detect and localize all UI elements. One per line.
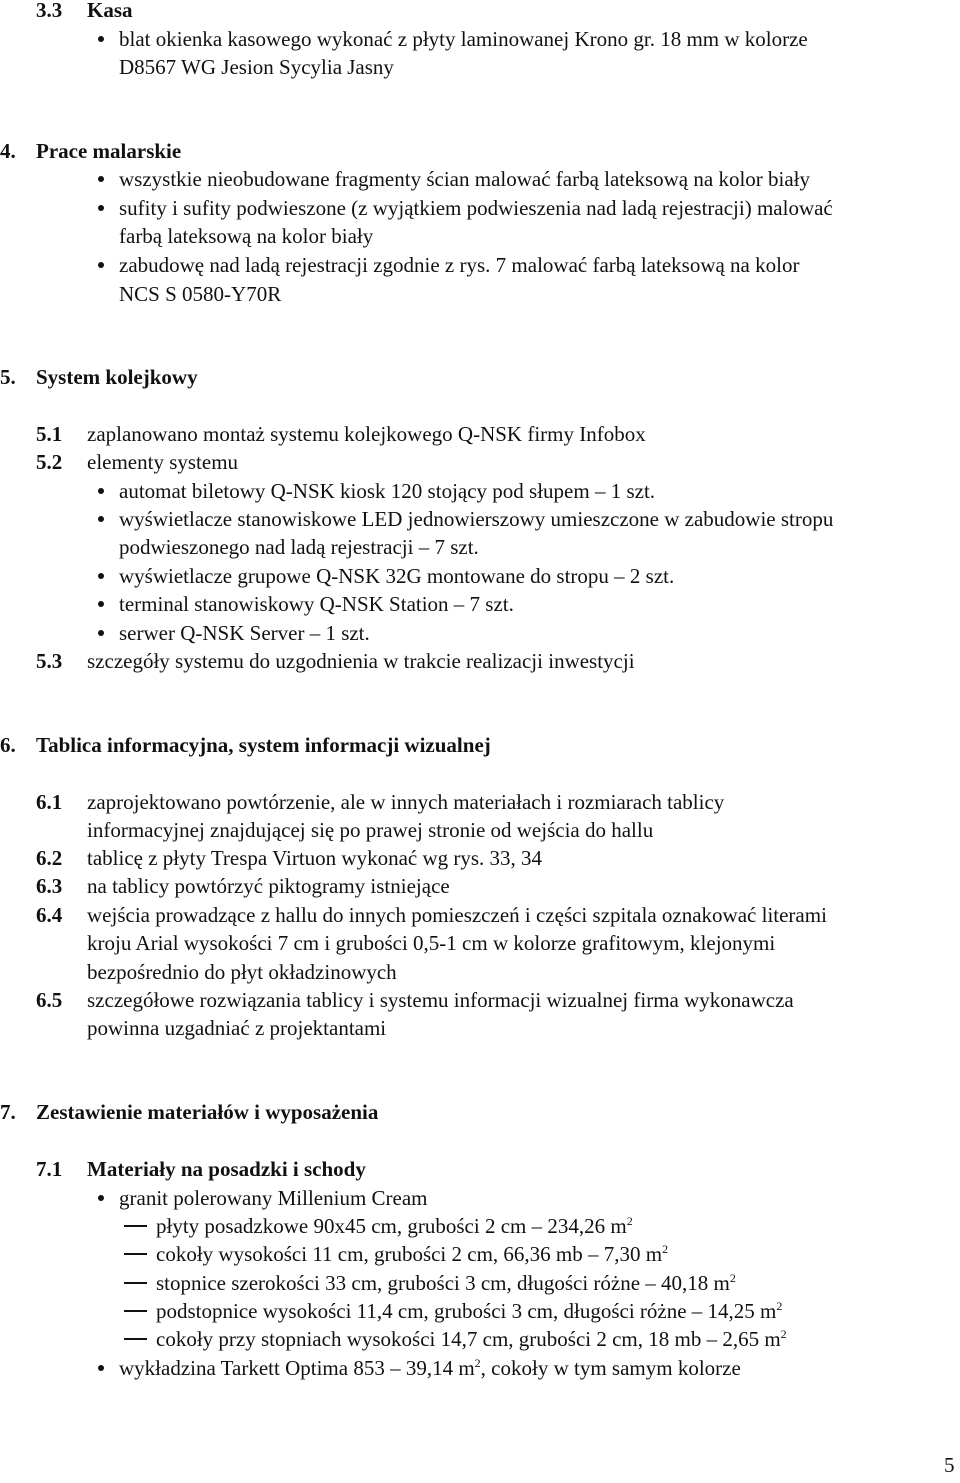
bullet-icon — [98, 1365, 104, 1371]
item-text: szczegółowe rozwiązania tablicy i systemu informacji wizualnej firma wykonawcza — [87, 988, 794, 1012]
bullet-icon — [98, 573, 104, 579]
dash-icon — [124, 1225, 147, 1227]
item-number: 6.2 — [36, 846, 63, 870]
section-title: Tablica informacyjna, system informacji wizualnej — [36, 733, 491, 757]
bullet-text: D8567 WG Jesion Sycylia Jasny — [119, 55, 394, 79]
section-number: 7. — [0, 1100, 16, 1124]
superscript: 2 — [729, 1271, 736, 1285]
item-number: 5.1 — [36, 422, 63, 446]
item-text: zaprojektowano powtórzenie, ale w innych materiałach i rozmiarach tablicy — [87, 790, 725, 814]
bullet-text: NCS S 0580-Y70R — [119, 282, 282, 306]
section-number: 5. — [0, 365, 16, 389]
dash-icon — [124, 1310, 147, 1312]
dash-item — [156, 1212, 633, 1240]
section-title: Prace malarskie — [36, 139, 182, 163]
bullet-icon — [98, 205, 104, 211]
bullet-icon — [98, 601, 104, 607]
dash-item — [156, 1240, 668, 1268]
item-text: na tablicy powtórzyć piktogramy istniejące — [87, 874, 450, 898]
dash-item-text: stopnice szerokości 33 cm, grubości 3 cm, długości różne – 40,18 m — [156, 1271, 730, 1295]
item-text: kroju Arial wysokości 7 cm i grubości 0,5-1 cm w kolorze grafitowym, klejonymi — [87, 931, 776, 955]
item-number: 5.3 — [36, 649, 63, 673]
bullet-text: granit polerowany Millenium Cream — [119, 1186, 428, 1210]
dash-item-text: podstopnice wysokości 11,4 cm, grubości 3 cm, długości różne – 14,25 m — [156, 1299, 777, 1323]
bullet-icon — [98, 1195, 104, 1201]
bullet-icon — [98, 36, 104, 42]
bullet-text: serwer Q-NSK Server – 1 szt. — [119, 621, 370, 645]
dash-icon — [124, 1338, 147, 1340]
section-title: System kolejkowy — [36, 365, 198, 389]
section-title: Zestawienie materiałów i wyposażenia — [36, 1100, 379, 1124]
bullet-text: blat okienka kasowego wykonać z płyty laminowanej Krono gr. 18 mm w kolorze — [119, 27, 808, 51]
item-text: zaplanowano montaż systemu kolejkowego Q-NSK firmy Infobox — [87, 422, 646, 446]
superscript: 2 — [474, 1356, 481, 1370]
bullet-text-part: wykładzina Tarkett Optima 853 – 39,14 m — [119, 1356, 475, 1380]
section-title: Kasa — [87, 0, 133, 22]
bullet-icon — [98, 516, 104, 522]
dash-icon — [124, 1282, 147, 1284]
item-text: tablicę z płyty Trespa Virtuon wykonać wg rys. 33, 34 — [87, 846, 543, 870]
bullet-text: wszystkie nieobudowane fragmenty ścian malować farbą lateksową na kolor biały — [119, 167, 811, 191]
bullet-icon — [98, 176, 104, 182]
dash-item-text: cokoły przy stopniach wysokości 14,7 cm, grubości 2 cm, 18 mb – 2,65 m — [156, 1327, 781, 1351]
bullet-text: farbą lateksową na kolor biały — [119, 224, 374, 248]
dash-item-text: cokoły wysokości 11 cm, grubości 2 cm, 66,36 mb – 7,30 m — [156, 1242, 663, 1266]
dash-item — [156, 1325, 787, 1353]
superscript: 2 — [662, 1242, 669, 1256]
bullet-text — [119, 1354, 741, 1382]
item-text: elementy systemu — [87, 450, 239, 474]
superscript: 2 — [626, 1214, 633, 1228]
dash-item-text: płyty posadzkowe 90x45 cm, grubości 2 cm – 234,26 m — [156, 1214, 627, 1238]
bullet-text: wyświetlacze grupowe Q-NSK 32G montowane do stropu – 2 szt. — [119, 564, 675, 588]
item-number: 6.5 — [36, 988, 63, 1012]
item-number: 5.2 — [36, 450, 63, 474]
item-text: wejścia prowadzące z hallu do innych pomieszczeń i części szpitala oznakować literami — [87, 903, 827, 927]
bullet-text: wyświetlacze stanowiskowe LED jednowierszowy umieszczone w zabudowie stropu — [119, 507, 834, 531]
bullet-text: podwieszonego nad ladą rejestracji – 7 szt. — [119, 535, 479, 559]
dash-item — [156, 1269, 736, 1297]
section-number: 3.3 — [36, 0, 63, 22]
superscript: 2 — [780, 1327, 787, 1341]
page-number: 5 — [944, 1453, 955, 1477]
item-text: informacyjnej znajdującej się po prawej stronie od wejścia do hallu — [87, 818, 654, 842]
item-number: 6.3 — [36, 874, 63, 898]
bullet-icon — [98, 630, 104, 636]
bullet-icon — [98, 262, 104, 268]
item-text: powinna uzgadniać z projektantami — [87, 1016, 387, 1040]
superscript: 2 — [776, 1299, 783, 1313]
section-number: 6. — [0, 733, 16, 757]
dash-item — [156, 1297, 782, 1325]
bullet-text-part: , cokoły w tym samym kolorze — [480, 1356, 741, 1380]
section-number: 4. — [0, 139, 16, 163]
dash-icon — [124, 1253, 147, 1255]
item-text: bezpośrednio do płyt okładzinowych — [87, 960, 397, 984]
bullet-text: sufity i sufity podwieszone (z wyjątkiem podwieszenia nad ladą rejestracji) malować — [119, 196, 833, 220]
item-number: 6.4 — [36, 903, 63, 927]
bullet-text: terminal stanowiskowy Q-NSK Station – 7 szt. — [119, 592, 514, 616]
bullet-text: automat biletowy Q-NSK kiosk 120 stojący pod słupem – 1 szt. — [119, 479, 656, 503]
bullet-text: zabudowę nad ladą rejestracji zgodnie z rys. 7 malować farbą lateksową na kolor — [119, 253, 800, 277]
item-number: 6.1 — [36, 790, 63, 814]
subsection-title: Materiały na posadzki i schody — [87, 1157, 366, 1181]
subsection-number: 7.1 — [36, 1157, 63, 1181]
bullet-icon — [98, 488, 104, 494]
item-text: szczegóły systemu do uzgodnienia w trakcie realizacji inwestycji — [87, 649, 635, 673]
